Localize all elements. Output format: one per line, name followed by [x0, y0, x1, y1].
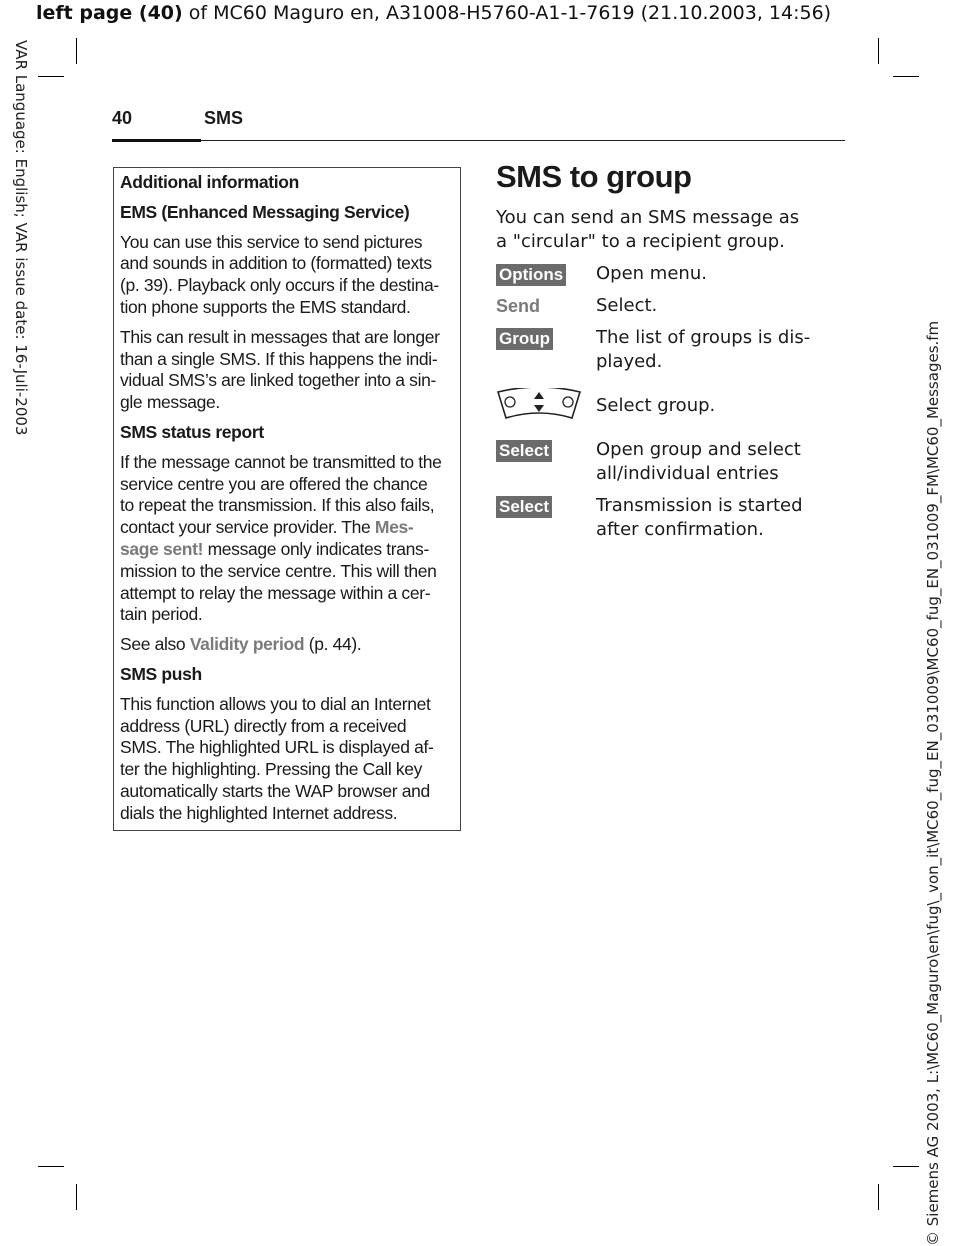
info-box-title: Additional information: [120, 172, 299, 192]
crop-mark: [38, 76, 64, 77]
options-softkey: Options: [496, 264, 566, 286]
see-also-text-a: See also: [120, 634, 190, 655]
crop-mark: [76, 38, 77, 64]
select-softkey: Select: [496, 496, 552, 518]
crop-mark: [38, 1166, 64, 1167]
crop-mark: [76, 1184, 77, 1210]
ems-heading: EMS (Enhanced Messaging Service): [120, 201, 410, 222]
print-header-info: of MC60 Maguro en, A31008-H5760-A1-1-7619 (21.10.2003, 14:56): [182, 2, 832, 24]
crop-mark: [878, 38, 879, 64]
step-description: Transmission is started after confirmation.: [596, 495, 803, 540]
see-also-paragraph: [120, 634, 455, 656]
sms-push-heading: SMS push: [120, 663, 202, 684]
right-margin-note: [922, 0, 946, 1246]
step-description: Open group and select all/individual entries: [596, 439, 801, 484]
right-margin-text: © Siemens AG 2003, L:\MC60_Maguro\en\fug\_von_it\MC60_fug_EN_031009\MC60_fug_EN_031009_FM\MC60_Messages.fm: [924, 320, 942, 1246]
ems-paragraph-2: This can result in messages that are longer than a single SMS. If this happens the indi- vidual SMS’s are linked together into a sin- gle message.: [120, 326, 440, 413]
step-description: Select.: [596, 295, 658, 316]
select-softkey: Select: [496, 440, 552, 462]
send-menu-item: Send: [496, 296, 541, 316]
status-report-text-b: message only indicates trans- mission to the service centre. This will then attempt to relay the message within a cer- tain period.: [120, 538, 437, 625]
sms-push-paragraph: This function allows you to dial an Internet address (URL) directly from a received SMS. The highlighted URL is displayed af- ter the highlighting. Pressing the Call key automatically starts the WAP browser and dials the highlighted Internet address.: [120, 693, 434, 823]
status-report-paragraph: [120, 452, 455, 626]
message-sent-term: Mes- sage sent!: [120, 517, 414, 559]
status-report-heading: SMS status report: [120, 421, 264, 442]
page-title: SMS to group: [496, 159, 692, 194]
see-also-text-b: (p. 44).: [304, 634, 362, 655]
crop-mark: [878, 1184, 879, 1210]
left-margin-text: VAR Language: English; VAR issue date: 16-Juli-2003: [12, 40, 30, 436]
additional-info-box: [113, 167, 461, 831]
section-title: SMS: [204, 108, 244, 128]
print-header-page: left page (40): [36, 2, 183, 24]
group-softkey: Group: [496, 328, 553, 350]
crop-mark: [893, 1166, 919, 1167]
intro-paragraph: You can send an SMS message as a "circular" to a recipient group.: [496, 207, 800, 252]
step-description: Open menu.: [596, 263, 707, 284]
validity-period-term: Validity period: [189, 634, 305, 655]
print-header: [36, 2, 831, 24]
page-number: 40: [112, 108, 133, 128]
step-description: Select group.: [596, 395, 716, 416]
status-report-text-a: If the message cannot be transmitted to the service centre you are offered the chance to repeat the transmission. If this also fails, contact your service provider. The: [120, 451, 442, 538]
step-description: The list of groups is dis- played.: [596, 327, 811, 372]
crop-mark: [893, 76, 919, 77]
ems-paragraph-1: You can use this service to send pictures and sounds in addition to (formatted) texts (p. 39). Playback only occurs if the destina- tion phone supports the EMS standard.: [120, 231, 439, 317]
running-head: [112, 108, 845, 141]
left-margin-note: [8, 40, 32, 480]
header-rule: [112, 139, 201, 142]
